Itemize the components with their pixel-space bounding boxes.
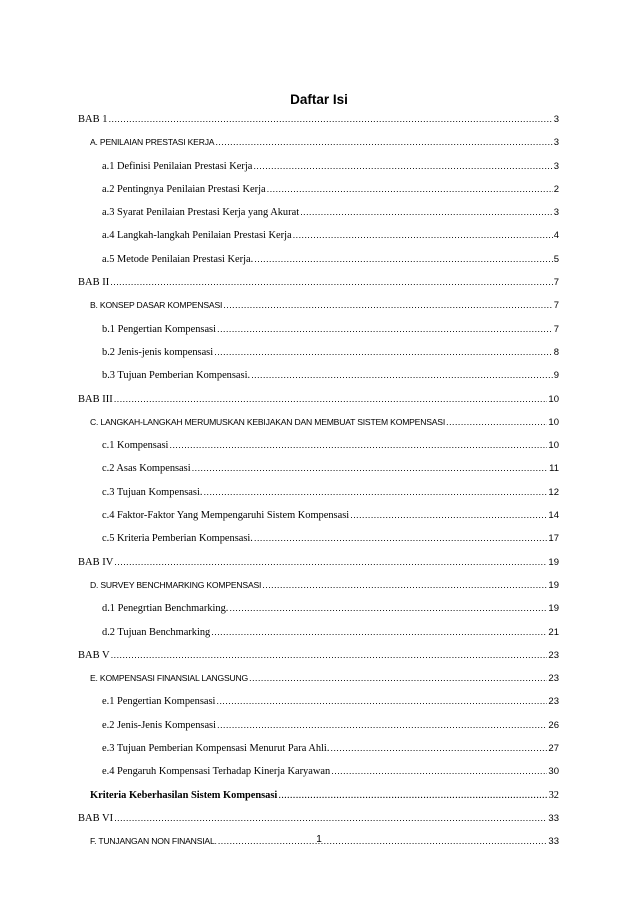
- toc-entry[interactable]: [78, 411, 559, 434]
- toc-entry[interactable]: [78, 131, 559, 154]
- toc-entry-label: B. KONSEP DASAR KOMPENSASI: [90, 300, 223, 311]
- toc-entry[interactable]: [78, 481, 559, 504]
- toc-entry-page: 19: [548, 579, 559, 591]
- toc-entry-label: d.2 Tujuan Benchmarking: [102, 626, 211, 638]
- toc-entry-page: 32: [548, 789, 559, 801]
- toc-entry[interactable]: [78, 714, 559, 737]
- toc-entry[interactable]: [78, 784, 559, 807]
- toc-entry-label: b.3 Tujuan Pemberian Kompensasi.: [102, 370, 251, 382]
- toc-entry[interactable]: [78, 178, 559, 201]
- toc-entry[interactable]: [78, 248, 559, 271]
- toc-dot-leader: [114, 551, 547, 574]
- toc-entry[interactable]: [78, 155, 559, 178]
- toc-entry-page: 26: [548, 719, 559, 731]
- toc-entry-label: b.1 Pengertian Kompensasi: [102, 323, 216, 335]
- toc-entry-page: 3: [553, 114, 559, 125]
- toc-entry[interactable]: [78, 760, 559, 783]
- toc-entry-page: 21: [548, 626, 559, 638]
- toc-entry[interactable]: [78, 644, 559, 667]
- toc-dot-leader: [300, 201, 553, 224]
- toc-dot-leader: [114, 807, 547, 830]
- toc-dot-leader: [293, 224, 553, 247]
- toc-entry-label: BAB II: [78, 277, 110, 289]
- toc-entry-page: 7: [553, 277, 559, 289]
- toc-entry-page: 30: [548, 766, 559, 778]
- toc-dot-leader: [214, 341, 553, 364]
- toc-entry-page: 5: [553, 253, 559, 265]
- toc-entry-label: BAB IV: [78, 556, 114, 568]
- toc-dot-leader: [330, 737, 547, 760]
- toc-entry-label: a.2 Pentingnya Penilaian Prestasi Kerja: [102, 183, 266, 195]
- toc-entry-label: E. KOMPENSASI FINANSIAL LANGSUNG: [90, 673, 249, 684]
- toc-entry-page: 33: [548, 836, 559, 848]
- toc-entry[interactable]: [78, 224, 559, 247]
- toc-entry-page: 12: [548, 486, 559, 498]
- toc-entry-page: 19: [548, 556, 559, 568]
- toc-entry-label: c.1 Kompensasi: [102, 440, 169, 452]
- toc-dot-leader: [331, 760, 547, 783]
- toc-dot-leader: [254, 248, 553, 271]
- toc-entry-page: 10: [548, 416, 559, 428]
- toc-entry-page: 8: [553, 346, 559, 358]
- toc-entry-page: 19: [548, 603, 559, 615]
- toc-entry-page: 10: [548, 393, 559, 405]
- toc-entry-page: 3: [553, 137, 559, 149]
- toc-entry[interactable]: [78, 294, 559, 317]
- toc-entry-label: F. TUNJANGAN NON FINANSIAL.: [90, 836, 217, 847]
- toc-entry-label: b.2 Jenis-jenis kompensasi: [102, 346, 214, 358]
- toc-dot-leader: [251, 364, 553, 387]
- toc-entry-label: e.3 Tujuan Pemberian Kompensasi Menurut Para Ahli.: [102, 743, 330, 755]
- toc-entry-label: d.1 Penegrtian Benchmarking.: [102, 603, 229, 615]
- toc-entry[interactable]: [78, 434, 559, 457]
- toc-entry-page: 11: [549, 463, 559, 475]
- toc-entry[interactable]: [78, 527, 559, 550]
- toc-entry[interactable]: [78, 667, 559, 690]
- toc-entry-label: a.5 Metode Penilaian Prestasi Kerja.: [102, 253, 254, 265]
- toc-entry-page: 23: [548, 696, 559, 708]
- toc-dot-leader: [262, 574, 547, 597]
- toc-entry-page: 9: [553, 370, 559, 382]
- toc-entry[interactable]: [78, 597, 559, 620]
- toc-entry-label: c.3 Tujuan Kompensasi.: [102, 486, 203, 498]
- toc-entry[interactable]: [78, 364, 559, 387]
- toc-entry-label: c.4 Faktor-Faktor Yang Mempengaruhi Sistem Kompensasi: [102, 510, 350, 522]
- toc-dot-leader: [249, 667, 547, 690]
- toc-entry-label: BAB 1: [78, 114, 108, 125]
- toc-dot-leader: [217, 714, 547, 737]
- toc-entry-label: BAB V: [78, 649, 110, 661]
- toc-dot-leader: [217, 318, 553, 341]
- toc-dot-leader: [216, 690, 547, 713]
- toc-dot-leader: [267, 178, 553, 201]
- toc-dot-leader: [114, 388, 548, 411]
- toc-entry-label: C. LANGKAH-LANGKAH MERUMUSKAN KEBIJAKAN DAN MEMBUAT SISTEM KOMPENSASI: [90, 416, 446, 427]
- toc-entry-page: 7: [553, 323, 559, 335]
- toc-dot-leader: [253, 155, 552, 178]
- toc-dot-leader: [203, 481, 547, 504]
- page-title: Daftar Isi: [290, 92, 348, 107]
- toc-entry[interactable]: [78, 341, 559, 364]
- toc-dot-leader: [169, 434, 547, 457]
- toc-entry[interactable]: [78, 551, 559, 574]
- toc-dot-leader: [446, 411, 547, 434]
- toc-entry[interactable]: [78, 108, 559, 131]
- toc-entry-page: 23: [548, 649, 559, 661]
- toc-entry-page: 14: [548, 510, 559, 522]
- toc-entry[interactable]: [78, 388, 559, 411]
- toc-dot-leader: [223, 294, 553, 317]
- toc-entry-label: a.4 Langkah-langkah Penilaian Prestasi Kerja: [102, 230, 292, 242]
- toc-dot-leader: [350, 504, 547, 527]
- toc-entry[interactable]: [78, 201, 559, 224]
- toc-entry-label: A. PENILAIAN PRESTASI KERJA: [90, 137, 215, 148]
- toc-entry[interactable]: [78, 690, 559, 713]
- toc-entry[interactable]: [78, 737, 559, 760]
- toc-entry-page: 4: [553, 230, 559, 242]
- toc-entry-label: BAB III: [78, 393, 113, 405]
- toc-entry-page: 27: [548, 743, 559, 755]
- toc-entry[interactable]: [78, 457, 559, 480]
- toc-entry-label: c.2 Asas Kompensasi: [102, 463, 191, 475]
- toc-entry[interactable]: [78, 621, 559, 644]
- page-number: 1: [316, 834, 322, 845]
- table-of-contents: [78, 108, 559, 854]
- toc-entry-label: e.1 Pengertian Kompensasi: [102, 696, 216, 708]
- toc-entry[interactable]: [78, 271, 559, 294]
- toc-dot-leader: [110, 271, 552, 294]
- toc-entry[interactable]: [78, 807, 559, 830]
- toc-entry-page: 17: [548, 533, 559, 545]
- toc-entry-page: 10: [548, 440, 559, 452]
- toc-entry-label: e.2 Jenis-Jenis Kompensasi: [102, 719, 216, 731]
- toc-dot-leader: [278, 784, 547, 807]
- toc-entry-label: BAB VI: [78, 812, 114, 824]
- toc-entry-page: 3: [553, 160, 559, 172]
- toc-entry[interactable]: [78, 318, 559, 341]
- toc-entry[interactable]: [78, 504, 559, 527]
- toc-entry-label: c.5 Kriteria Pemberian Kompensasi.: [102, 533, 253, 545]
- toc-dot-leader: [215, 131, 552, 154]
- toc-entry-label: Kriteria Keberhasilan Sistem Kompensasi: [90, 789, 278, 801]
- toc-dot-leader: [111, 644, 548, 667]
- toc-entry-label: a.1 Definisi Penilaian Prestasi Kerja: [102, 160, 253, 172]
- toc-entry-page: 23: [548, 673, 559, 685]
- toc-entry-page: 2: [553, 183, 559, 195]
- toc-dot-leader: [108, 108, 552, 131]
- toc-dot-leader: [192, 457, 549, 480]
- toc-entry-label: a.3 Syarat Penilaian Prestasi Kerja yang Akurat: [102, 207, 300, 219]
- toc-entry[interactable]: [78, 574, 559, 597]
- toc-entry-label: D. SURVEY BENCHMARKING KOMPENSASI: [90, 579, 262, 590]
- toc-dot-leader: [229, 597, 547, 620]
- toc-entry-page: 3: [553, 207, 559, 219]
- toc-entry-page: 7: [553, 300, 559, 312]
- toc-dot-leader: [254, 527, 548, 550]
- toc-entry-page: 33: [548, 812, 559, 824]
- toc-entry-label: e.4 Pengaruh Kompensasi Terhadap Kinerja Karyawan: [102, 766, 331, 778]
- toc-dot-leader: [211, 621, 547, 644]
